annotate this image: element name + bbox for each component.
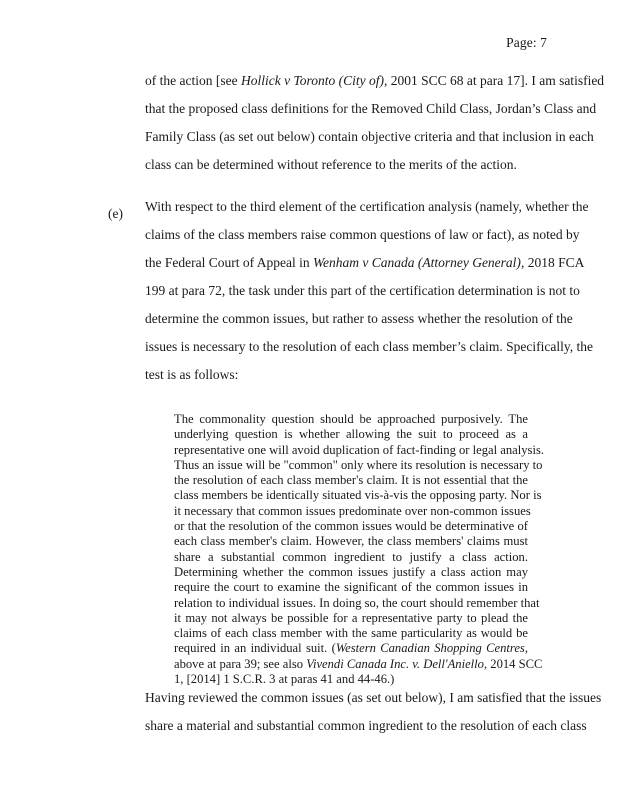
text-run: require the court to examine the significant of the common issues in bbox=[174, 580, 528, 595]
text-run: , 2001 SCC 68 at para 17]. I am satisfied bbox=[383, 73, 605, 88]
text-line bbox=[174, 534, 528, 549]
text-run: the resolution of each class member's claim. It is not essential that the bbox=[174, 473, 528, 488]
text-line bbox=[174, 457, 543, 473]
text-line bbox=[174, 656, 543, 672]
text-line bbox=[174, 427, 528, 442]
text-run: , 2014 SCC bbox=[483, 656, 543, 671]
text-line bbox=[174, 626, 528, 641]
text-line bbox=[145, 361, 551, 389]
text-run: each class member's claim. However, the class members' claims must bbox=[174, 534, 528, 549]
text-run: underlying question is whether allowing the suit to proceed as a bbox=[174, 427, 528, 442]
paragraph-after-quote bbox=[145, 684, 602, 740]
case-citation: Vivendi Canada Inc. v. Dell'Aniello bbox=[306, 656, 484, 671]
text-line bbox=[174, 488, 542, 503]
text-line bbox=[145, 95, 597, 123]
text-line bbox=[174, 595, 540, 611]
text-run: it necessary that common issues predominate over non-common issues bbox=[174, 503, 531, 518]
text-line bbox=[174, 565, 528, 580]
text-line bbox=[145, 305, 573, 333]
text-line bbox=[174, 412, 528, 427]
text-line bbox=[145, 249, 585, 277]
text-run: the Federal Court of Appeal in bbox=[145, 255, 313, 270]
text-line bbox=[174, 473, 528, 488]
text-run: relation to individual issues. In doing so, the court should remember that bbox=[174, 595, 540, 610]
text-run: it may not always be possible for a representative party to plead the bbox=[174, 610, 528, 625]
text-line bbox=[145, 193, 589, 221]
text-line bbox=[145, 123, 594, 151]
text-line bbox=[174, 519, 528, 534]
text-line bbox=[174, 641, 528, 656]
page-number: Page: 7 bbox=[506, 35, 547, 50]
text-line bbox=[145, 151, 551, 179]
item-e-paragraph bbox=[145, 193, 593, 389]
text-run: above at para 39; see also bbox=[174, 656, 307, 671]
text-line bbox=[145, 712, 587, 740]
text-run: , 2018 FCA bbox=[520, 255, 585, 270]
text-line bbox=[145, 684, 602, 712]
text-run: class can be determined without reference to the merits of the action. bbox=[145, 157, 517, 172]
text-line bbox=[145, 221, 580, 249]
text-line bbox=[174, 503, 531, 519]
text-run: claims of each class member with the same particularity as would be bbox=[174, 626, 528, 641]
case-citation: Wenham v Canada (Attorney General) bbox=[312, 255, 521, 270]
text-line bbox=[174, 442, 544, 458]
text-run: representative one will avoid duplication of fact-finding or legal analysis. bbox=[174, 442, 544, 457]
block-quote bbox=[174, 412, 544, 687]
text-run: or that the resolution of the common issues would be determinative of bbox=[174, 519, 528, 534]
text-run: required in an individual suit. ( bbox=[174, 641, 336, 656]
text-run: issues is necessary to the resolution of each class member’s claim. Specifically, the bbox=[145, 339, 593, 354]
case-citation: Hollick v Toronto (City of) bbox=[240, 73, 384, 88]
item-label-e: (e) bbox=[108, 206, 123, 221]
text-run: 199 at para 72, the task under this part of the certification determination is not to bbox=[145, 283, 580, 298]
text-run: class members be identically situated vis-à-vis the opposing party. Nor is bbox=[174, 488, 542, 503]
case-citation: Western Canadian Shopping Centres bbox=[335, 641, 525, 656]
text-run: 1, [2014] 1 S.C.R. 3 at paras 41 and 44-46.) bbox=[174, 672, 395, 687]
text-run: Having reviewed the common issues (as set out below), I am satisfied that the issues bbox=[145, 690, 602, 705]
text-run: determine the common issues, but rather to assess whether the resolution of the bbox=[145, 311, 573, 326]
text-run: that the proposed class definitions for the Removed Child Class, Jordan’s Class and bbox=[145, 101, 597, 116]
text-run: With respect to the third element of the certification analysis (namely, whether the bbox=[145, 199, 589, 214]
text-line bbox=[145, 333, 593, 361]
text-line bbox=[174, 580, 528, 595]
text-run: of the action [see bbox=[145, 73, 241, 88]
text-run: Thus an issue will be "common" only where its resolution is necessary to bbox=[174, 457, 543, 472]
text-run: Family Class (as set out below) contain objective criteria and that inclusion in each bbox=[145, 129, 594, 144]
text-run: share a substantial common ingredient to justify a class action. bbox=[174, 549, 528, 564]
text-run: share a material and substantial common ingredient to the resolution of each class bbox=[145, 718, 587, 733]
paragraph-continuation bbox=[145, 67, 605, 179]
text-line bbox=[145, 67, 605, 95]
text-run: claims of the class members raise common questions of law or fact), as noted by bbox=[145, 227, 580, 242]
text-line bbox=[145, 277, 580, 305]
text-run: The commonality question should be approached purposively. The bbox=[174, 412, 528, 426]
text-line bbox=[174, 611, 528, 626]
text-run: test is as follows: bbox=[145, 367, 239, 382]
text-run: , bbox=[524, 641, 528, 656]
text-run: Determining whether the common issues justify a class action may bbox=[174, 564, 528, 579]
text-line bbox=[174, 550, 528, 565]
